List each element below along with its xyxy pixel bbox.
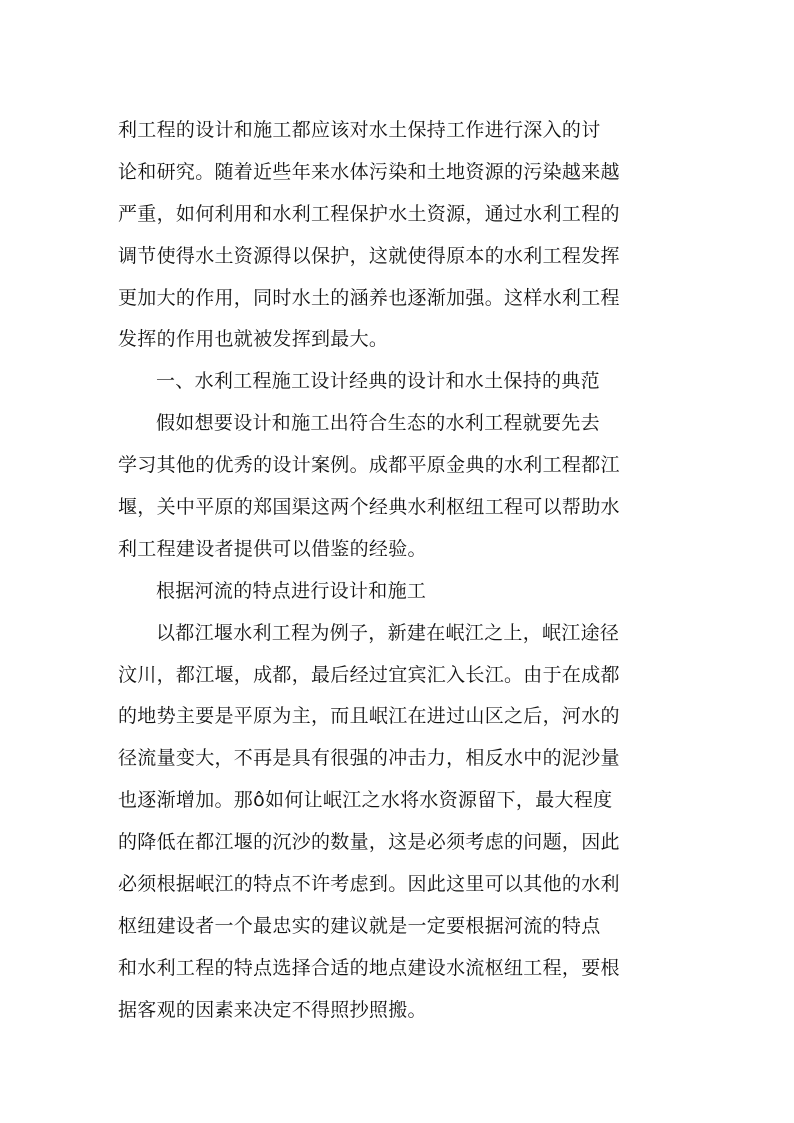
text-line: 以都江堰水利工程为例子，新建在岷江之上，岷江途径 bbox=[156, 621, 620, 644]
text-line: 的地势主要是平原为主，而且岷江在进过山区之后，河水的 bbox=[118, 705, 620, 728]
text-line: 更加大的作用，同时水土的涵养也逐渐加强。这样水利工程 bbox=[118, 286, 620, 309]
text-line: 必须根据岷江的特点不许考虑到。因此这里可以其他的水利 bbox=[118, 873, 620, 896]
subsection-heading: 根据河流的特点进行设计和施工 bbox=[156, 579, 427, 602]
text-line: 利工程的设计和施工都应该对水土保持工作进行深入的讨 bbox=[118, 119, 601, 141]
text-line: 和水利工程的特点选择合适的地点建设水流枢纽工程，要根 bbox=[118, 956, 620, 979]
text-line: 论和研究。随着近些年来水体污染和土地资源的污染越来越 bbox=[118, 160, 620, 183]
body-text bbox=[118, 110, 678, 1032]
text-line: 汶川，都江堰，成都，最后经过宜宾汇入长江。由于在成都 bbox=[118, 663, 620, 686]
text-line: 严重，如何利用和水利工程保护水土资源，通过水利工程的 bbox=[118, 202, 620, 225]
text-line: 堰，关中平原的郑国渠这两个经典水利枢纽工程可以帮助水 bbox=[118, 496, 620, 519]
text-line: 学习其他的优秀的设计案例。成都平原金典的水利工程都江 bbox=[118, 454, 620, 477]
text-line: 也逐渐增加。那ô如何让岷江之水将水资源留下，最大程度 bbox=[118, 789, 613, 812]
text-line: 据客观的因素来决定不得照抄照搬。 bbox=[118, 998, 427, 1021]
text-line: 的降低在都江堰的沉沙的数量，这是必须考虑的问题，因此 bbox=[118, 831, 620, 854]
text-line: 利工程建设者提供可以借鉴的经验。 bbox=[118, 537, 427, 560]
text-line: 发挥的作用也就被发挥到最大。 bbox=[118, 328, 389, 351]
text-line: 枢纽建设者一个最忠实的建议就是一定要根据河流的特点 bbox=[118, 914, 601, 937]
section-heading: 一、水利工程施工设计经典的设计和水土保持的典范 bbox=[156, 370, 600, 393]
text-line: 假如想要设计和施工出符合生态的水利工程就要先去 bbox=[156, 412, 600, 435]
text-line: 调节使得水土资源得以保护，这就使得原本的水利工程发挥 bbox=[118, 244, 620, 267]
text-line: 径流量变大，不再是具有很强的冲击力，相反水中的泥沙量 bbox=[118, 747, 620, 770]
